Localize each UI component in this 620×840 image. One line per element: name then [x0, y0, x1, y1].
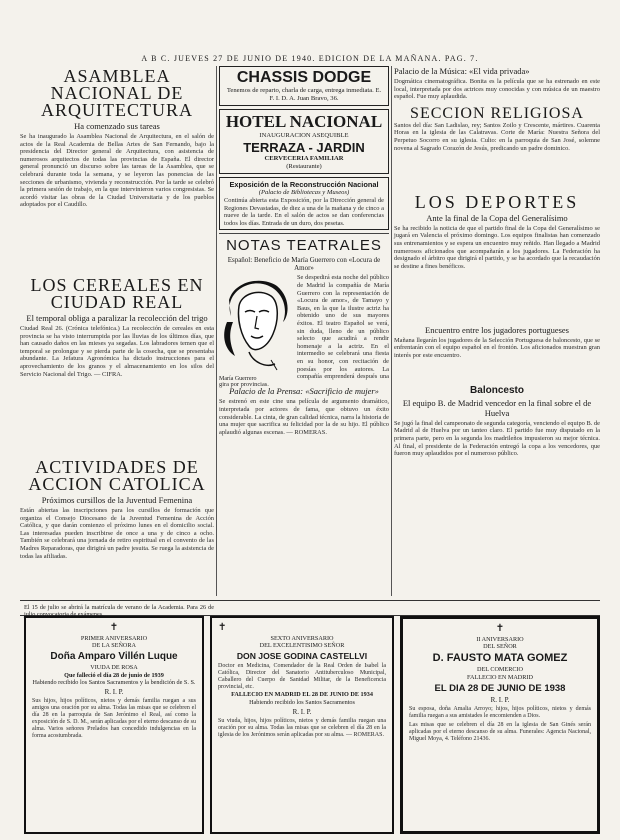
obituary-mata-text-1: Su esposa, doña Amalia Arroyo; hijos, hijos políticos, nietos y demás familia ruegan a sus amistades le encomienden a Dios. — [409, 705, 591, 719]
article-deportes: Se ha recibido la noticia de que el partido final de la Copa del Generalísimo se jugará en Valencia el próximo domingo. Los equipos finalistas han comenzado sus entrenamientos y se espera un encuentro muy reñido. Han llegado a Madrid numerosos aficionados que acompañarán a los jugadores. La Federación ha designado el árbitro que dirigirá el partido, y se ha acordado que la recaudación se destine a fines benéficos. — [394, 224, 600, 270]
subhead-deportes: Ante la final de la Copa del Generalísimo — [426, 212, 568, 223]
obituary-mata-date: EL DIA 28 DE JUNIO DE 1938 — [434, 682, 566, 694]
obituary-amparo-name: Doña Amparo Villén Luque — [50, 651, 178, 663]
headline-seccion-religiosa: SECCION RELIGIOSA — [410, 104, 584, 122]
article-asamblea: Se ha inaugurado la Asamblea Nacional de Arquitectura, en el salón de actos de la Real Academia de Bellas Artes de San Fernando, bajo la presidencia del Director general de Arquitectura, con asistencia de numerosos arquitectos de todas las provincias de España. El director general pronunció un discurso sobre las tareas de la Asamblea, que se celebrará durante toda la semana, y se leyeron las ponencias de las secciones de urbanismo, vivienda y reconstrucción. Por la tarde se celebró la primera sesión de trabajo, en la que intervinieron varios congresistas. Se acordó visitar las obras de la Ciudad Universitaria y de los pueblos adoptados por el Caudillo. — [20, 133, 214, 209]
obituary-amparo-rip: R. I. P. — [104, 688, 124, 697]
column-2 — [219, 66, 389, 602]
ad-hotel-sub: INAUGURACION ASEQUIBLE — [259, 132, 349, 139]
column-3 — [394, 66, 600, 602]
ad-hotel-title: HOTEL NACIONAL — [225, 112, 383, 131]
article-palacio-prensa: Se estrenó en este cine una película de argumento dramático, interpretada por actores de fama, que obtuvo un éxito considerable. La cinta, de gran calidad técnica, narra la historia de una mujer que sacrifica su felicidad por la de su hijo. El público aplaudió algunas escenas. — ROMERAS. — [219, 398, 389, 436]
subhead-notas-teatrales: Español: Beneficio de María Guerrero con «Locura de Amor» — [227, 256, 381, 273]
ad-hotel-cerveceria: CERVECERIA FAMILIAR — [264, 155, 344, 162]
subhead-palacio-prensa: Palacio de la Prensa: «Sacrificio de mujer» — [229, 386, 379, 397]
ad-chassis-text: Tenemos de reparto, charla de carga, entrega inmediata. E. F. I. D. A. Juan Bravo, 36. — [226, 87, 382, 102]
cross-icon: ✝ — [109, 622, 119, 633]
box-exposicion-title: Exposición de la Reconstrucción Nacional — [229, 180, 379, 189]
obituary-amparo-prefix: DE LA SEÑORA — [91, 642, 136, 650]
subhead-asamblea: Ha comenzado sus tareas — [74, 121, 160, 131]
obituary-mata-rip: R. I. P. — [490, 695, 510, 704]
portrait-caption: María Guerrero — [219, 376, 257, 383]
article-accion-catolica: Están abiertas las inscripciones para los cursillos de formación que organiza el Consejo Diocesano de la Juventud Femenina de Acción Católica, y que darán comienzo el próximo lunes en el domicilio social. Las interesadas pueden inscribirse de once a una y de cinco a ocho. También se celebrará una jornada de retiro espiritual en el convento de las Madres Reparadoras, que dirigirá un padre jesuita. Se ruega la asistencia de todas las afiliadas. — [20, 507, 214, 560]
obituary-amparo-status: VIUDA DE ROSA — [90, 664, 138, 672]
box-exposicion — [219, 177, 389, 230]
obituary-mata-name: D. FAUSTO MATA GOMEZ — [432, 652, 568, 665]
obituary-amparo-anniversary: PRIMER ANIVERSARIO — [80, 635, 148, 642]
obituary-godina-rip: R. I. P. — [292, 707, 312, 716]
obituary-godina-anniversary: SEXTO ANIVERSARIO — [270, 635, 334, 642]
cross-icon: ✝ — [218, 622, 227, 633]
headline-accion-catolica: ACTIVIDADES DE ACCION CATOLICA — [28, 457, 206, 494]
ad-chassis-title: CHASSIS DODGE — [236, 69, 372, 86]
obituary-amparo-text: Sus hijos, hijos políticos, nietos y demás familia ruegan a sus amigos una oración por su alma. Todas las misas que se celebren el día 28 en la parroquia de San Jerónimo el Real, así como la exposición de S. D. M., serán aplicadas por el eterno descanso de su alma. Varios señores Prelados han concedido indulgencias en la forma acostumbrada. — [32, 698, 196, 740]
ad-hotel-restaurante: (Restaurante) — [286, 163, 322, 170]
obituary-godina-sacraments: Habiendo recibido los Santos Sacramentos — [249, 698, 355, 706]
obituary-godina-titles: Doctor en Medicina, Comendador de la Real Orden de Isabel la Católica, Director del Sanatorio Antituberculoso Municipal, Caballero del Cuerpo de Sanidad Militar, de la Beneficencia provincial, etc. — [218, 663, 386, 691]
box-exposicion-text: Continúa abierta esta Exposición, por la Dirección general de Regiones Devastadas, de diez a una de la mañana y de cinco a nueve de la tarde. En el salón de actos se dan conferencias todos los días. Entrada de un duro, dos pesetas. — [224, 197, 384, 227]
obituary-mata-prefix: DEL SEÑOR — [483, 643, 517, 651]
headline-asamblea: ASAMBLEA NACIONAL DE ARQUITECTURA — [41, 66, 193, 120]
article-notas-teatrales: Se despedirá esta noche del público de Madrid la compañía de María Guerrero con la representación de «Locura de amor», de Tamayo y Baus, en la que la ilustre actriz ha obtenido uno de sus mayores éxitos. El teatro Español se verá, sin duda, lleno de un público selecto que acudirá a rendir homenaje a la actriz. En el intermedio se celebrará una fiesta en su honor, con recitación de poesías por los autores. La compañía emprenderá después una gira por provincias. — [219, 274, 389, 388]
headline-deportes: LOS DEPORTES — [414, 191, 580, 212]
subhead-palacio-musica: Palacio de la Música: «El vida privada» — [394, 66, 530, 76]
obituary-amparo-sacraments: Habiendo recibido los Santos Sacramentos y la bendición de S. S. — [32, 678, 196, 686]
obituary-godina — [210, 616, 394, 834]
obituary-godina-name: DON JOSE GODINA CASTELLVI — [236, 651, 368, 662]
headline-baloncesto: Baloncesto — [470, 384, 524, 396]
obituary-mata-died: FALLECIO EN MADRID — [467, 673, 533, 681]
obituary-godina-text: Su viuda, hijos, hijos políticos, nietos y demás familia ruegan una oración por su alma. Todas las misas que se celebren el día 28 en la iglesia de los Jerónimos serán aplicadas por su alma. — ROMERAS. — [218, 717, 386, 738]
article-baloncesto: Se jugó la final del campeonato de segunda categoría, venciendo el equipo B. de Madrid al de Huelva por un tanteo claro. El partido fue muy disputado en la primera parte, pero en la segunda los madrileños impusieron su mejor técnica. Al final, el presidente de la Federación entregó la copa a los vencedores, que fueron muy aplaudidos por el numeroso público. — [394, 419, 600, 458]
subhead-accion-catolica: Próximos cursillos de la Juventud Femenina — [41, 495, 193, 505]
article-portugueses: Mañana llegarán los jugadores de la Selección Portuguesa de baloncesto, que se enfrentarán con el equipo español en el frontón. Los aficionados muestran gran interés por este encuentro. — [394, 336, 600, 359]
headline-notas-teatrales: NOTAS TEATRALES — [226, 237, 382, 255]
obituary-mata-status: DEL COMERCIO — [476, 666, 523, 674]
ad-hotel-nacional — [219, 109, 389, 174]
subhead-portugueses: Encuentro entre los jugadores portugueses — [425, 324, 569, 335]
headline-cereales: LOS CEREALES EN CIUDAD REAL — [30, 275, 204, 312]
subhead-baloncesto: El equipo B. de Madrid vencedor en la final sobre el de Huelva — [402, 397, 592, 418]
article-palacio-musica: Dogmática cinematográfica. Bonita es la película que se ha estrenado en este local, interpretada por dos actrices muy conocidas y con música de un maestro español. Fue muy aplaudida. — [394, 78, 600, 101]
obituary-mata-text-2: Las misas que se celebren el día 28 en la iglesia de San Ginés serán aplicadas por el eterno descanso de su alma. Funerales: Agencia Nacional, Miguel Moya, 4. Teléfono 21436. — [409, 721, 591, 742]
obituary-amparo — [24, 616, 204, 834]
portrait-drawing — [219, 276, 293, 374]
article-seccion-religiosa: Santos del día: San Ladislao, rey; Santos Zoilo y Crescente, mártires. Cuarenta Horas en la iglesia de las Calatravas. Corte de María: Nuestra Señora del Perpetuo Socorro en su iglesia. Culto: en la parroquia de San José, solemne novena al Sagrado Corazón de Jesús, predicando un padre dominico. — [394, 121, 600, 152]
obituary-godina-date: FALLECIO EN MADRID EL 28 DE JUNIO DE 1934 — [231, 691, 373, 699]
column-rule-2 — [391, 66, 392, 596]
article-cereales: Ciudad Real 26. (Crónica telefónica.) La recolección de cereales en esta provincia se ha visto interrumpida por las lluvias de los últimos días, que han causado daños en las mieses ya segadas. Los labradores temen que el temporal se prolongue y se pierda parte de la cosecha, que se presentaba abundante. La Jefatura Agronómica ha dictado instrucciones para el aprovechamiento de los granos y el almacenamiento en los silos del Servicio Nacional del Trigo. — CIFRA. — [20, 325, 214, 378]
ad-chassis-dodge — [219, 66, 389, 106]
column-1 — [20, 66, 214, 602]
obituary-mata-anniversary: II ANIVERSARIO — [476, 636, 524, 643]
obituary-amparo-date: Que falleció el día 28 de junio de 1939 — [64, 671, 164, 679]
box-exposicion-sub: (Palacio de Bibliotecas y Museos) — [258, 189, 350, 196]
obituary-mata — [400, 616, 600, 834]
subhead-cereales: El temporal obliga a paralizar la recolección del trigo — [26, 313, 208, 323]
column-rule-1 — [216, 66, 217, 596]
obituary-godina-prefix: DEL EXCELENTISIMO SEÑOR — [259, 642, 345, 650]
cross-icon: ✝ — [495, 623, 505, 634]
notice-left: El 15 de julio se abrirá la matrícula de verano de la Academia. Para 26 de julio convocatoria de exámenes. — [24, 604, 214, 618]
ad-hotel-terraza: TERRAZA - JARDIN — [243, 140, 365, 155]
divider — [219, 233, 389, 234]
page-header: A B C. JUEVES 27 DE JUNIO DE 1940. EDICION DE LA MAÑANA. PAG. 7. — [141, 54, 479, 63]
